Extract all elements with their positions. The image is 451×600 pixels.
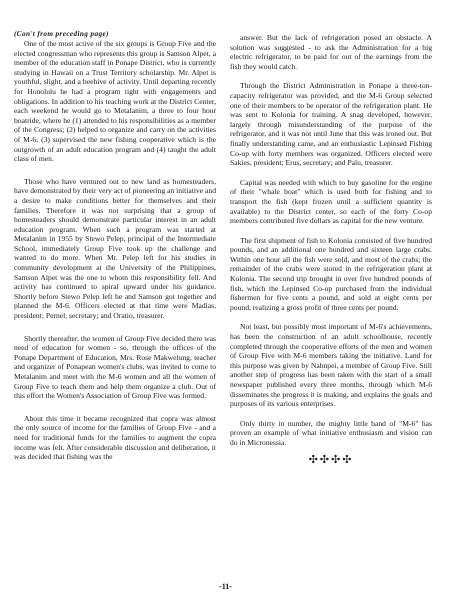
paragraph-samson-alpet: One of the most active of the six groups is Group Five and the elected congressman who represents this group is Samson Alpet, a member of the education staff in Ponape District, who is currently studying in Hawaii on a Trust Territory scholarship. Mr. Alpet is youthful, slight, and a beehive of activity. Until departing recently for Honolulu he had a program tight with engagements and obligations. In addition to his teaching work at the District Center, each weekend he would go to Metalanim, a three to four hour boatride, where he (1) attended to his responsibilities as a member of the Congress; (2) helped to organize and carry on the activities of M-6; (3) supervised the new fishing cooperative which is the outgrowth of an adult education program and (4) taught the adult class of men. (14, 39, 216, 164)
paragraph-women-education: Shortly thereafter, the women of Group Five decided there was need of education for women - so, through the offices of the Ponape Department of Education, Mrs. Rose Makwelung, teacher and organizer of Ponapean women's clubs, was invited to come to Metalanim and meet with the M-6 women and all the women of Group Five to teach them and help them organize a club. Out of this effort the Women's Association of Group Five was formed. (14, 333, 216, 401)
paragraph-first-shipment: The first shipment of fish to Kolonia consisted of five hundred pounds, and an additional one hundred and sixteen large crabs. Within one hour all the fish were sold, and most of the crabs; the remainder of the crabs were stored in the refrigeration plant at Kolonia. The second trip brought in over five hundred pounds of fish, which the Lepinsed Co-op purchased from the individual fishermen for five cents a pound, and sold at eight cents per pound, realizing a gross profit of three cents per pound. (230, 235, 432, 312)
paragraph-schoolhouse: Not least, but possibly most important of M-6's achievements, has been the construction of an adult schoolhouse, recently completed through the cooperative efforts of the men and women of Group Five with M-6 members taking the initiative. Land for this purpose was given by Nahnpei, a member of Group Five. Still another step of progress has been taken with the start of a small newspaper published every three months, through which M-6 disseminates the progress it is making, and explains the goals and purposes of its various enterprises. (230, 322, 432, 409)
paragraph-district-administration: Through the District Administration in Ponape a three-ton-capacity refrigerator was provided, and the M-6 Group selected one of their members to be operator of the refrigeration plant. He was sent to Kolonia for training. A snag developed, however, largely through misunderstanding of the purpose of the refrigerator, and it was not until June that this was ironed out. But finally understanding came, and an enthusiastic Lepinsed Fishing Co-op with forty members was organized. Officers elected were Sakies, president; Erus, secretary; and Palu, treasurer. (230, 81, 432, 168)
paragraph-refrigeration: answer. But the lack of refrigeration posed an obstacle. A solution was suggested - to ask the Administration for a big electric refrigerator, to be paid for out of the earnings from the fish they would catch. (230, 33, 432, 71)
right-column (230, 33, 432, 466)
ornament-stars: ✣✣✣✣ (308, 453, 354, 466)
page-number: -11- (219, 582, 232, 591)
paragraph-conclusion: Only thirty in number, the mighty little band of "M-6" has proven an example of what initiative enthusiasm and vision can do in Micronessia. (230, 418, 432, 447)
paragraph-copra-income: About this time it became recognized that copra was almost the only source of income for the families of Group Five - and a need for traditional funds for the families to augment the copra income was felt. After considerable discussion and deliberation, it was decided that fishing was the (14, 413, 216, 462)
continued-note: (Con't from preceding page) (14, 30, 109, 38)
left-column (14, 30, 216, 462)
paragraph-homesteaders: Those who have ventured out to new land as homesteaders, have demonstrated by their very act of pioneering an initiative and a desire to make conditions better for themselves and their families. Therefore it was not surprising that a group of homesteaders should demonstrate particular interest in an adult education program. When such a program was started at Metalanim in 1955 by Stewo Pelep, principal of the Intermediate School, immediately Group Five took up the challenge and wanted to do more. When Mr. Pelep left for his studies in community development at the University of the Philippines, Samson Alpet was the one to whom this responsibility fell. And activity has continued to spiral upward under his guidance. Shortly before Stewo Pelep left he and Samson got together and planned the M-6. Officers elected at that time were Madias, president; Pernel, secretary; and Oratio, treasurer. (14, 176, 217, 321)
paragraph-capital: Capital was needed with which to buy gasoline for the engine of their "whale boat" which is used both for fishing and to transport the fish (kept frozen until a sufficient quantity is available) to the District center, so each of the forty Co-op members contributed five dollars as capital for the new venture. (230, 177, 432, 226)
